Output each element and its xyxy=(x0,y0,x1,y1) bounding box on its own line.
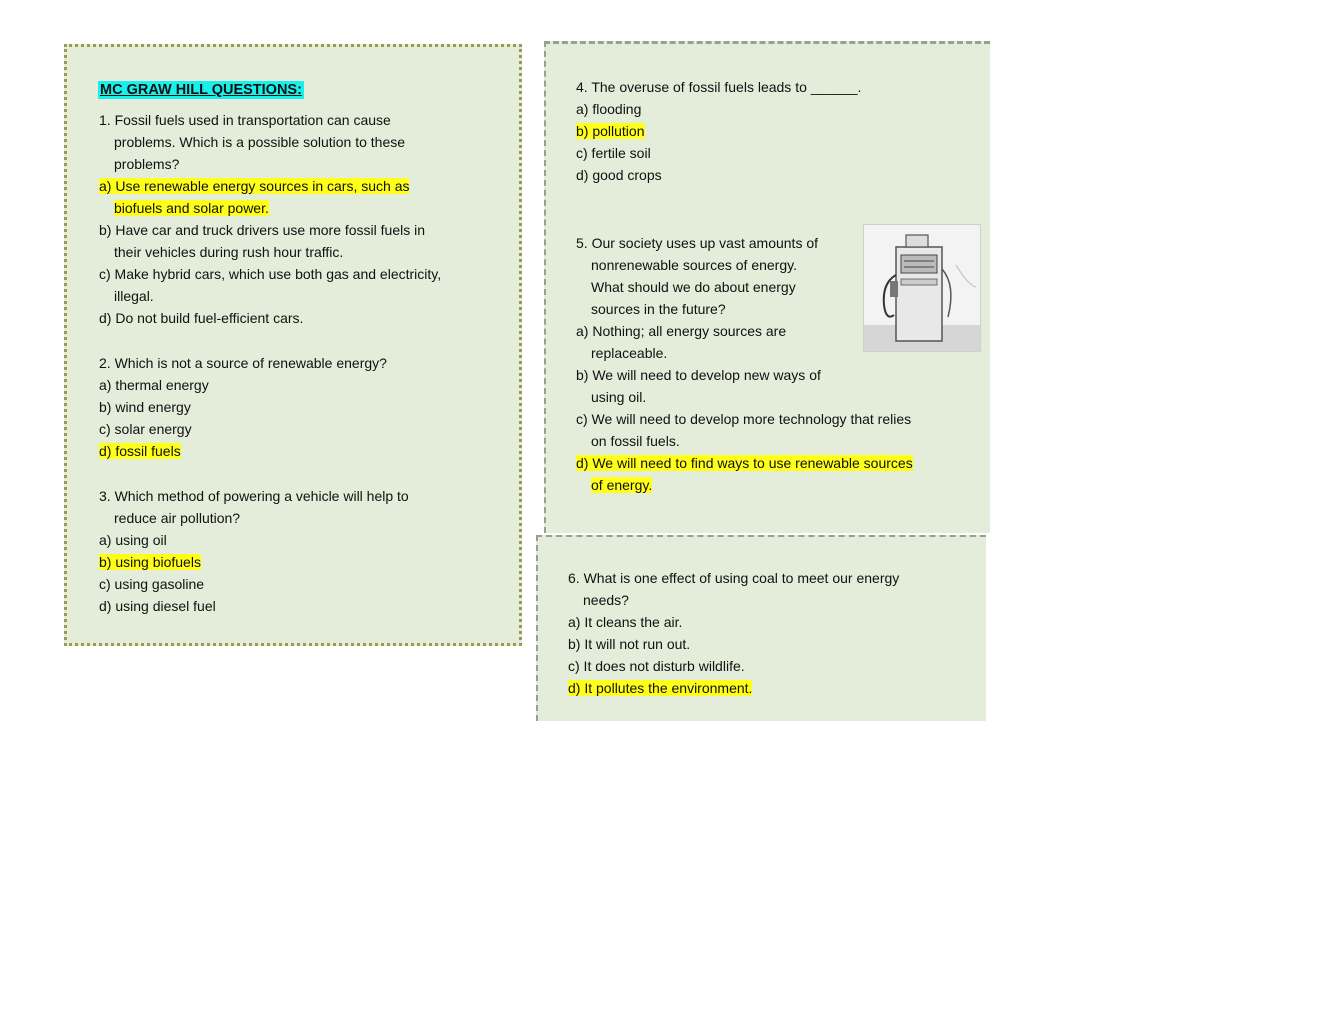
answer-option xyxy=(576,408,960,430)
question-text-line: 2. Which is not a source of renewable energy? xyxy=(99,355,387,371)
answer-option-text: illegal. xyxy=(114,288,154,304)
answer-option-text: a) using oil xyxy=(99,532,167,548)
answer-option xyxy=(99,219,489,241)
question-text-line: needs? xyxy=(583,592,629,608)
question-text-line: reduce air pollution? xyxy=(114,510,241,526)
answer-option-text: d) fossil fuels xyxy=(99,443,181,459)
answer-option-text: c) using gasoline xyxy=(99,576,205,592)
page-title: MC GRAW HILL QUESTIONS: xyxy=(100,82,302,98)
question-text-line: sources in the future? xyxy=(591,301,726,317)
answer-option xyxy=(99,263,489,285)
answer-option-correct xyxy=(576,452,960,474)
answer-option xyxy=(99,307,489,329)
answer-option-text: d) Do not build fuel-efficient cars. xyxy=(99,310,304,326)
question-2 xyxy=(99,352,489,462)
answer-option xyxy=(99,396,489,418)
answer-option-text: c) Make hybrid cars, which use both gas and electricity, xyxy=(99,266,442,282)
answer-option-correct xyxy=(576,474,960,496)
answer-option-correct xyxy=(99,440,489,462)
answer-option xyxy=(568,611,956,633)
answer-option-text: b) pollution xyxy=(576,123,645,139)
question-text-line: 1. Fossil fuels used in transportation can cause xyxy=(99,112,391,128)
answer-option xyxy=(576,386,960,408)
answer-option-text: c) We will need to develop more technology that relies xyxy=(576,411,912,427)
question-panel-left xyxy=(64,44,522,646)
answer-option-text: on fossil fuels. xyxy=(591,433,680,449)
question-4 xyxy=(576,76,960,186)
answer-option-text: c) It does not disturb wildlife. xyxy=(568,658,745,674)
question-3 xyxy=(99,485,489,617)
answer-option xyxy=(99,595,489,617)
answer-option xyxy=(576,164,960,186)
answer-option-correct xyxy=(576,120,960,142)
answer-option-text: b) Have car and truck drivers use more fossil fuels in xyxy=(99,222,426,238)
answer-option-text: d) We will need to find ways to use renewable sources xyxy=(576,455,913,471)
answer-option xyxy=(568,633,956,655)
answer-option xyxy=(568,655,956,677)
answer-option-text: b) We will need to develop new ways of xyxy=(576,367,821,383)
question-text-line: 3. Which method of powering a vehicle will help to xyxy=(99,488,409,504)
answer-option xyxy=(99,418,489,440)
question-text-line: 6. What is one effect of using coal to meet our energy xyxy=(568,570,900,586)
answer-option xyxy=(576,364,960,386)
question-6 xyxy=(568,567,956,699)
answer-option xyxy=(99,573,489,595)
answer-option-text: biofuels and solar power. xyxy=(114,200,269,216)
answer-option-correct xyxy=(99,551,489,573)
answer-option-text: a) It cleans the air. xyxy=(568,614,683,630)
answer-option-text: d) It pollutes the environment. xyxy=(568,680,753,696)
answer-option-text: a) thermal energy xyxy=(99,377,209,393)
answer-option-text: their vehicles during rush hour traffic. xyxy=(114,244,344,260)
answer-option xyxy=(576,98,960,120)
answer-option-text: using oil. xyxy=(591,389,647,405)
answer-option xyxy=(99,374,489,396)
question-panel-right-bottom xyxy=(536,535,986,721)
question-text-line: What should we do about energy xyxy=(591,279,796,295)
answer-option-correct xyxy=(99,197,489,219)
question-text-line: 4. The overuse of fossil fuels leads to ______. xyxy=(576,79,862,95)
answer-option-text: a) Nothing; all energy sources are xyxy=(576,323,787,339)
answer-option xyxy=(576,430,960,452)
answer-option-text: d) using diesel fuel xyxy=(99,598,216,614)
answer-option-text: c) fertile soil xyxy=(576,145,651,161)
question-1 xyxy=(99,109,489,329)
answer-option-text: b) wind energy xyxy=(99,399,191,415)
answer-option xyxy=(576,142,960,164)
answer-option xyxy=(99,241,489,263)
answer-option-text: replaceable. xyxy=(591,345,668,361)
answer-option-correct xyxy=(568,677,956,699)
answer-option-text: c) solar energy xyxy=(99,421,192,437)
answer-option-text: a) Use renewable energy sources in cars, such as xyxy=(99,178,410,194)
answer-option-text: d) good crops xyxy=(576,167,662,183)
answer-option xyxy=(99,529,489,551)
answer-option xyxy=(99,285,489,307)
answer-option-text: b) using biofuels xyxy=(99,554,201,570)
question-text-line: problems. Which is a possible solution to these xyxy=(114,134,406,150)
answer-option-text: a) flooding xyxy=(576,101,642,117)
gas-pump-image xyxy=(863,224,981,352)
question-text-line: problems? xyxy=(114,156,180,172)
answer-option-text: of energy. xyxy=(591,477,653,493)
question-text-line: 5. Our society uses up vast amounts of xyxy=(576,235,819,251)
answer-option-correct xyxy=(99,175,489,197)
answer-option-text: b) It will not run out. xyxy=(568,636,691,652)
question-text-line: nonrenewable sources of energy. xyxy=(591,257,797,273)
